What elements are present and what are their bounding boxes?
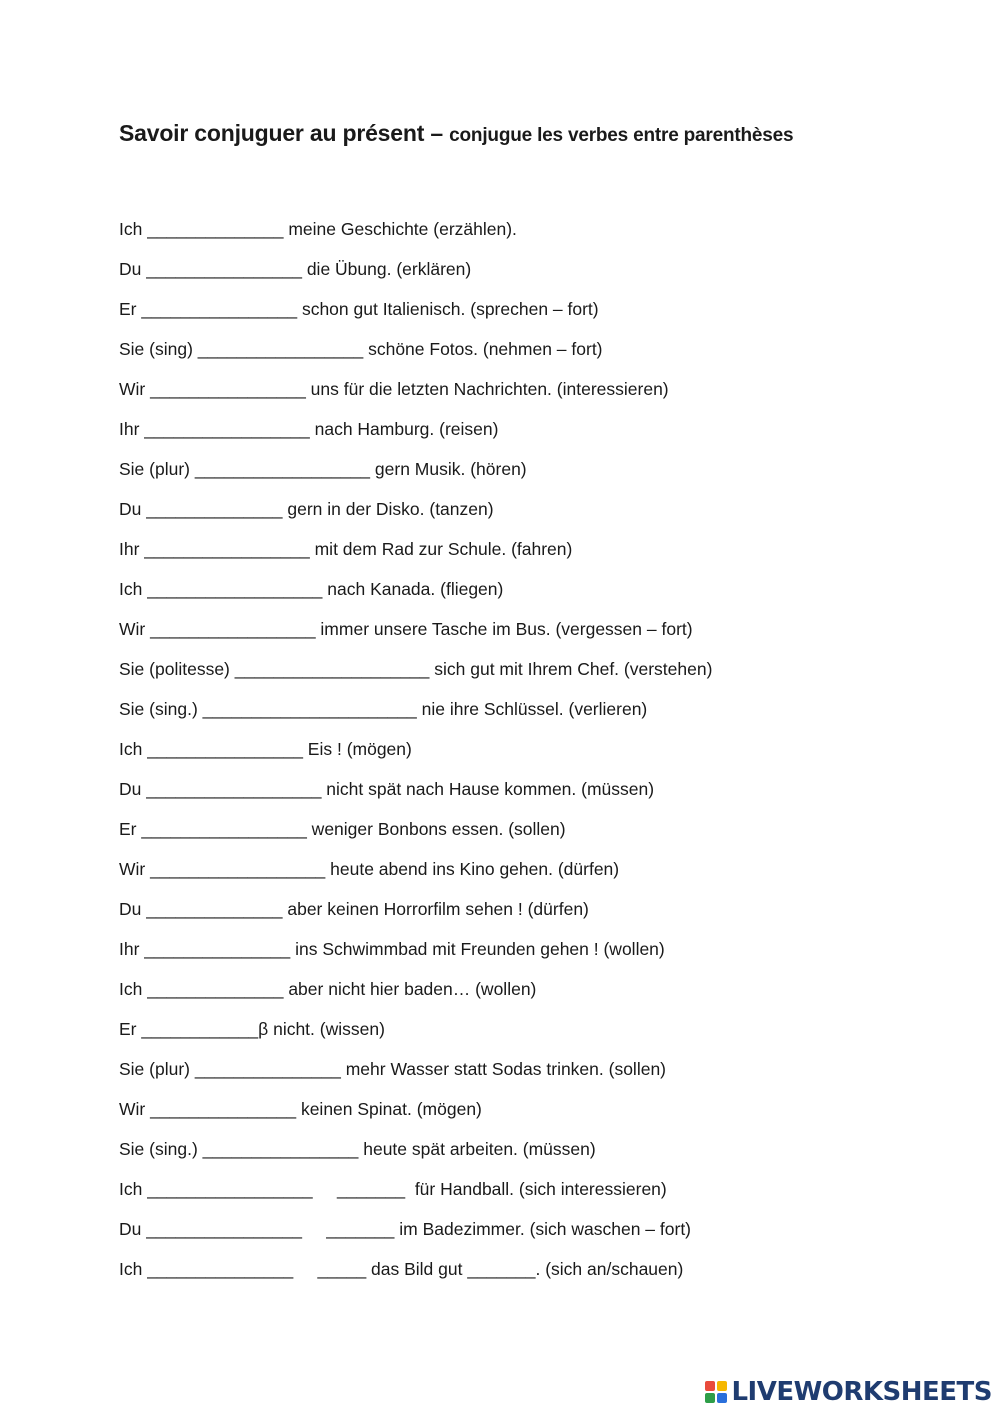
exercise-line: Sie (sing.) ______________________ nie ihre Schlüssel. (verlieren) bbox=[119, 699, 648, 719]
exercise-line: Ich ________________ Eis ! (mögen) bbox=[119, 739, 412, 759]
title-instruction: conjugue les verbes entre parenthèses bbox=[449, 125, 794, 146]
exercise-line: Ich ______________ meine Geschichte (erzählen). bbox=[119, 219, 517, 239]
logo-cell-2 bbox=[717, 1381, 727, 1391]
exercise-line: Sie (plur) _______________ mehr Wasser statt Sodas trinken. (sollen) bbox=[119, 1059, 667, 1079]
exercise-line: Ich _______________ _____ das Bild gut _______. (sich an/schauen) bbox=[119, 1259, 684, 1279]
exercise-line: Sie (sing.) ________________ heute spät arbeiten. (müssen) bbox=[119, 1139, 596, 1159]
liveworksheets-logo[interactable] bbox=[705, 1377, 992, 1407]
title-main: Savoir conjuguer au présent – bbox=[119, 120, 450, 146]
logo-text: LIVEWORKSHEETS bbox=[731, 1377, 992, 1407]
exercise-line: Du ________________ die Übung. (erklären) bbox=[119, 259, 472, 279]
exercise-line: Ihr _________________ nach Hamburg. (reisen) bbox=[119, 419, 499, 439]
exercise-line: Er ________________ schon gut Italienisch. (sprechen – fort) bbox=[119, 299, 599, 319]
exercise-line: Du ______________ aber keinen Horrorfilm sehen ! (dürfen) bbox=[119, 899, 589, 919]
logo-cell-1 bbox=[705, 1381, 715, 1391]
logo-cell-3 bbox=[705, 1393, 715, 1403]
logo-mark-icon bbox=[705, 1381, 727, 1403]
exercise-line: Ihr _________________ mit dem Rad zur Schule. (fahren) bbox=[119, 539, 573, 559]
logo-cell-4 bbox=[717, 1393, 727, 1403]
exercise-line: Er ____________β nicht. (wissen) bbox=[119, 1019, 385, 1039]
worksheet-title bbox=[119, 120, 793, 147]
exercise-line: Ich _________________ _______ für Handball. (sich interessieren) bbox=[119, 1179, 667, 1199]
exercise-line: Du ______________ gern in der Disko. (tanzen) bbox=[119, 499, 494, 519]
exercise-line: Du __________________ nicht spät nach Hause kommen. (müssen) bbox=[119, 779, 655, 799]
exercise-line: Sie (plur) __________________ gern Musik. (hören) bbox=[119, 459, 527, 479]
exercise-line: Du ________________ _______ im Badezimmer. (sich waschen – fort) bbox=[119, 1219, 692, 1239]
exercise-line: Wir __________________ heute abend ins Kino gehen. (dürfen) bbox=[119, 859, 620, 879]
exercise-line: Sie (sing) _________________ schöne Fotos. (nehmen – fort) bbox=[119, 339, 603, 359]
exercise-line: Sie (politesse) ____________________ sich gut mit Ihrem Chef. (verstehen) bbox=[119, 659, 713, 679]
exercise-line: Ich ______________ aber nicht hier baden… (wollen) bbox=[119, 979, 537, 999]
exercise-line: Wir _______________ keinen Spinat. (mögen) bbox=[119, 1099, 482, 1119]
exercise-line: Er _________________ weniger Bonbons essen. (sollen) bbox=[119, 819, 566, 839]
exercise-line: Ich __________________ nach Kanada. (fliegen) bbox=[119, 579, 504, 599]
exercise-line: Ihr _______________ ins Schwimmbad mit Freunden gehen ! (wollen) bbox=[119, 939, 665, 959]
exercise-line: Wir ________________ uns für die letzten Nachrichten. (interessieren) bbox=[119, 379, 669, 399]
exercise-line: Wir _________________ immer unsere Tasche im Bus. (vergessen – fort) bbox=[119, 619, 693, 639]
